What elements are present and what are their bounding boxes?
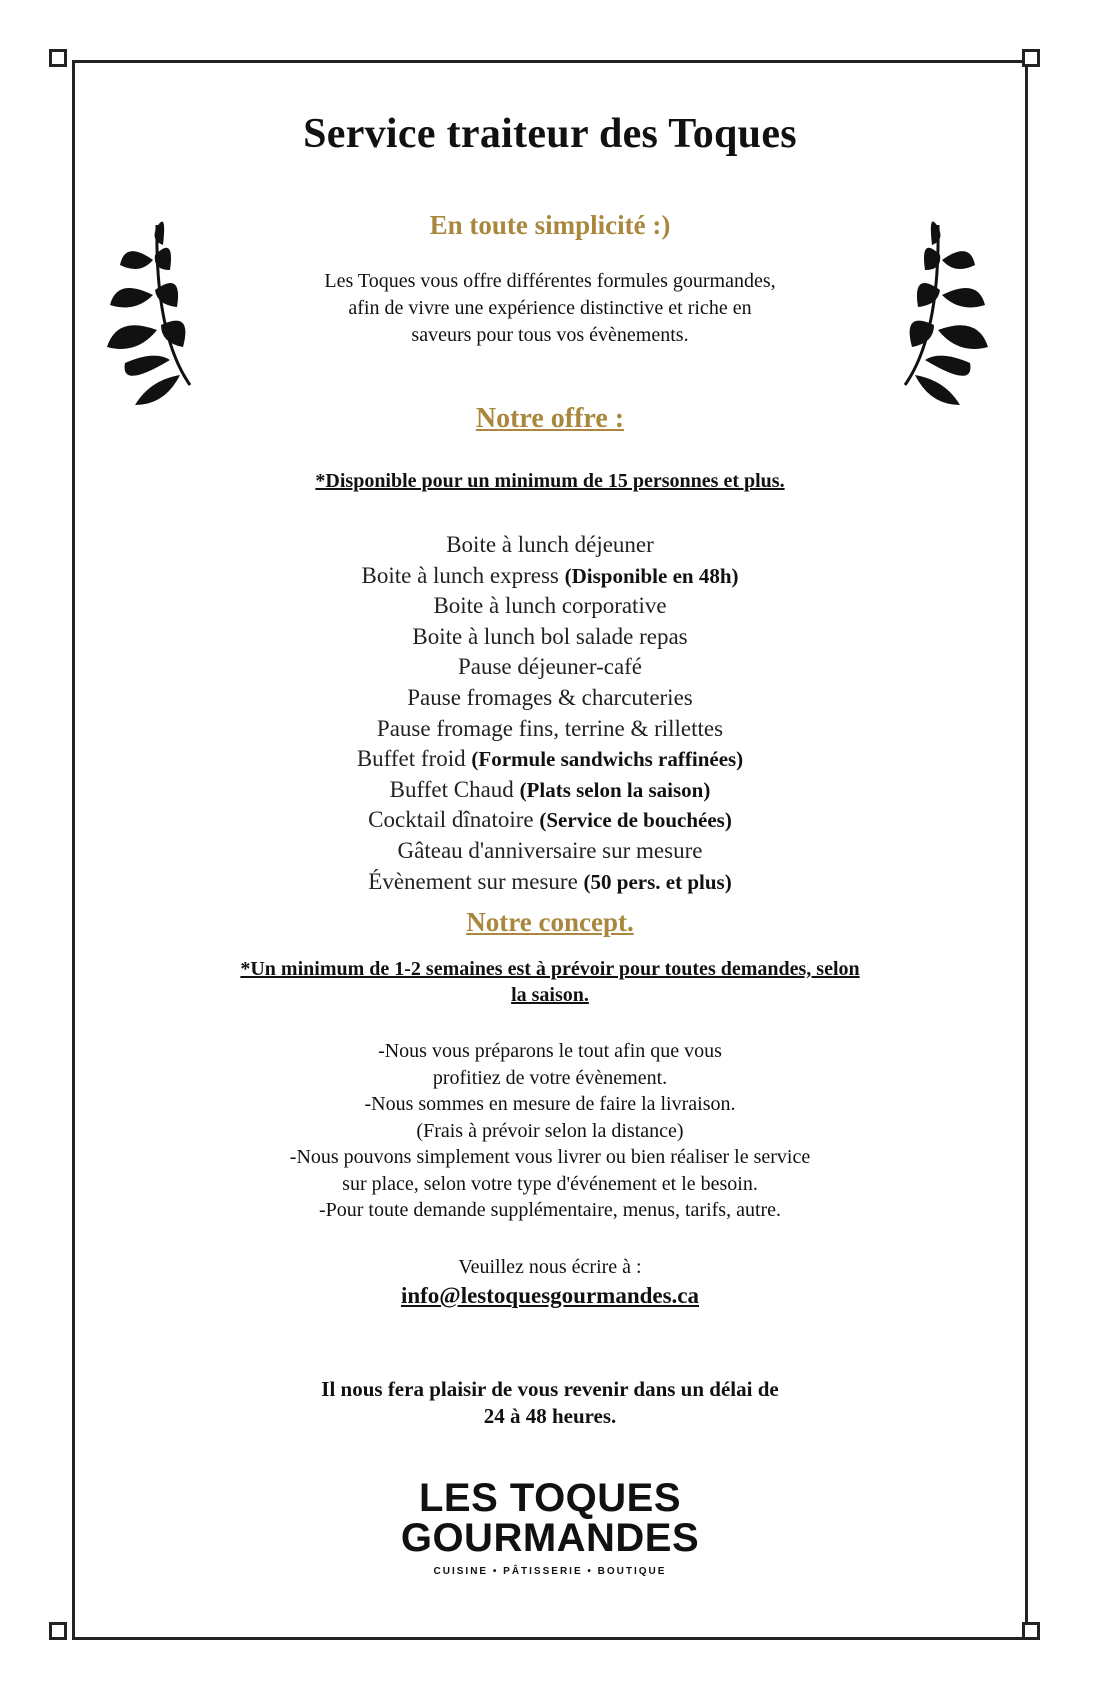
subtitle: En toute simplicité :) <box>429 210 671 240</box>
logo-line-1: LES TOQUES <box>418 1476 682 1520</box>
concept-line: (Frais à prévoir selon la distance) <box>416 1119 684 1142</box>
concept-line: sur place, selon votre type d'événement et le besoin. <box>342 1172 758 1195</box>
reply-note: Il nous fera plaisir de vous revenir dans un délai de 24 à 48 heures. <box>321 1377 779 1428</box>
offer-item: Boite à lunch express (Disponible en 48h) <box>361 562 739 588</box>
offer-item: Pause déjeuner-café <box>457 654 643 680</box>
offer-item: Pause fromages & charcuteries <box>407 684 693 710</box>
concept-line: profitiez de votre évènement. <box>432 1066 668 1089</box>
offer-item: Boite à lunch déjeuner <box>446 532 654 557</box>
email-link[interactable]: info@lestoquesgourmandes.ca <box>400 1283 700 1308</box>
offer-item: Buffet Chaud (Plats selon la saison) <box>389 776 711 802</box>
offer-item: Boite à lunch bol salade repas <box>412 623 688 649</box>
laurel-branch-icon <box>95 215 205 425</box>
offer-item: Cocktail dînatoire (Service de bouchées) <box>368 807 732 833</box>
offer-heading: Notre offre : <box>475 403 625 434</box>
laurel-branch-icon <box>890 215 1000 425</box>
corner-square <box>49 49 67 67</box>
corner-square <box>49 1622 67 1640</box>
offer-item: Évènement sur mesure (50 pers. et plus) <box>368 868 732 894</box>
concept-line: -Nous vous préparons le tout afin que vous <box>378 1040 722 1062</box>
offer-item: Boite à lunch corporative <box>433 593 667 619</box>
offer-list <box>120 530 980 897</box>
concept-line: -Nous sommes en mesure de faire la livraison. <box>364 1093 736 1115</box>
intro-paragraph: Les Toques vous offre différentes formules gourmandes, afin de vivre une expérience distinctive et riche en saveurs pour tous vos évènements. <box>324 270 776 346</box>
concept-line: -Nous pouvons simplement vous livrer ou bien réaliser le service <box>289 1146 811 1168</box>
corner-square <box>1022 49 1040 67</box>
logo-tagline: CUISINE • PÂTISSERIE • BOUTIQUE <box>433 1566 667 1577</box>
concept-details <box>120 1038 980 1224</box>
concept-heading: Notre concept. <box>466 907 634 937</box>
offer-item: Buffet froid (Formule sandwichs raffinées) <box>356 746 744 772</box>
concept-note: *Un minimum de 1-2 semaines est à prévoir pour toutes demandes, selon la saison. <box>240 958 860 1006</box>
corner-square <box>1022 1622 1040 1640</box>
logo-line-2: GOURMANDES <box>400 1516 700 1560</box>
offer-item: Pause fromage fins, terrine & rillettes <box>376 715 724 741</box>
concept-line: -Pour toute demande supplémentaire, menus, tarifs, autre. <box>318 1199 782 1221</box>
brand-logo <box>120 1478 980 1577</box>
contact-prompt: Veuillez nous écrire à : <box>458 1256 642 1278</box>
page-title: Service traiteur des Toques <box>303 111 797 157</box>
minimum-note: *Disponible pour un minimum de 15 personnes et plus. <box>315 470 785 492</box>
offer-item: Gâteau d'anniversaire sur mesure <box>397 837 703 863</box>
